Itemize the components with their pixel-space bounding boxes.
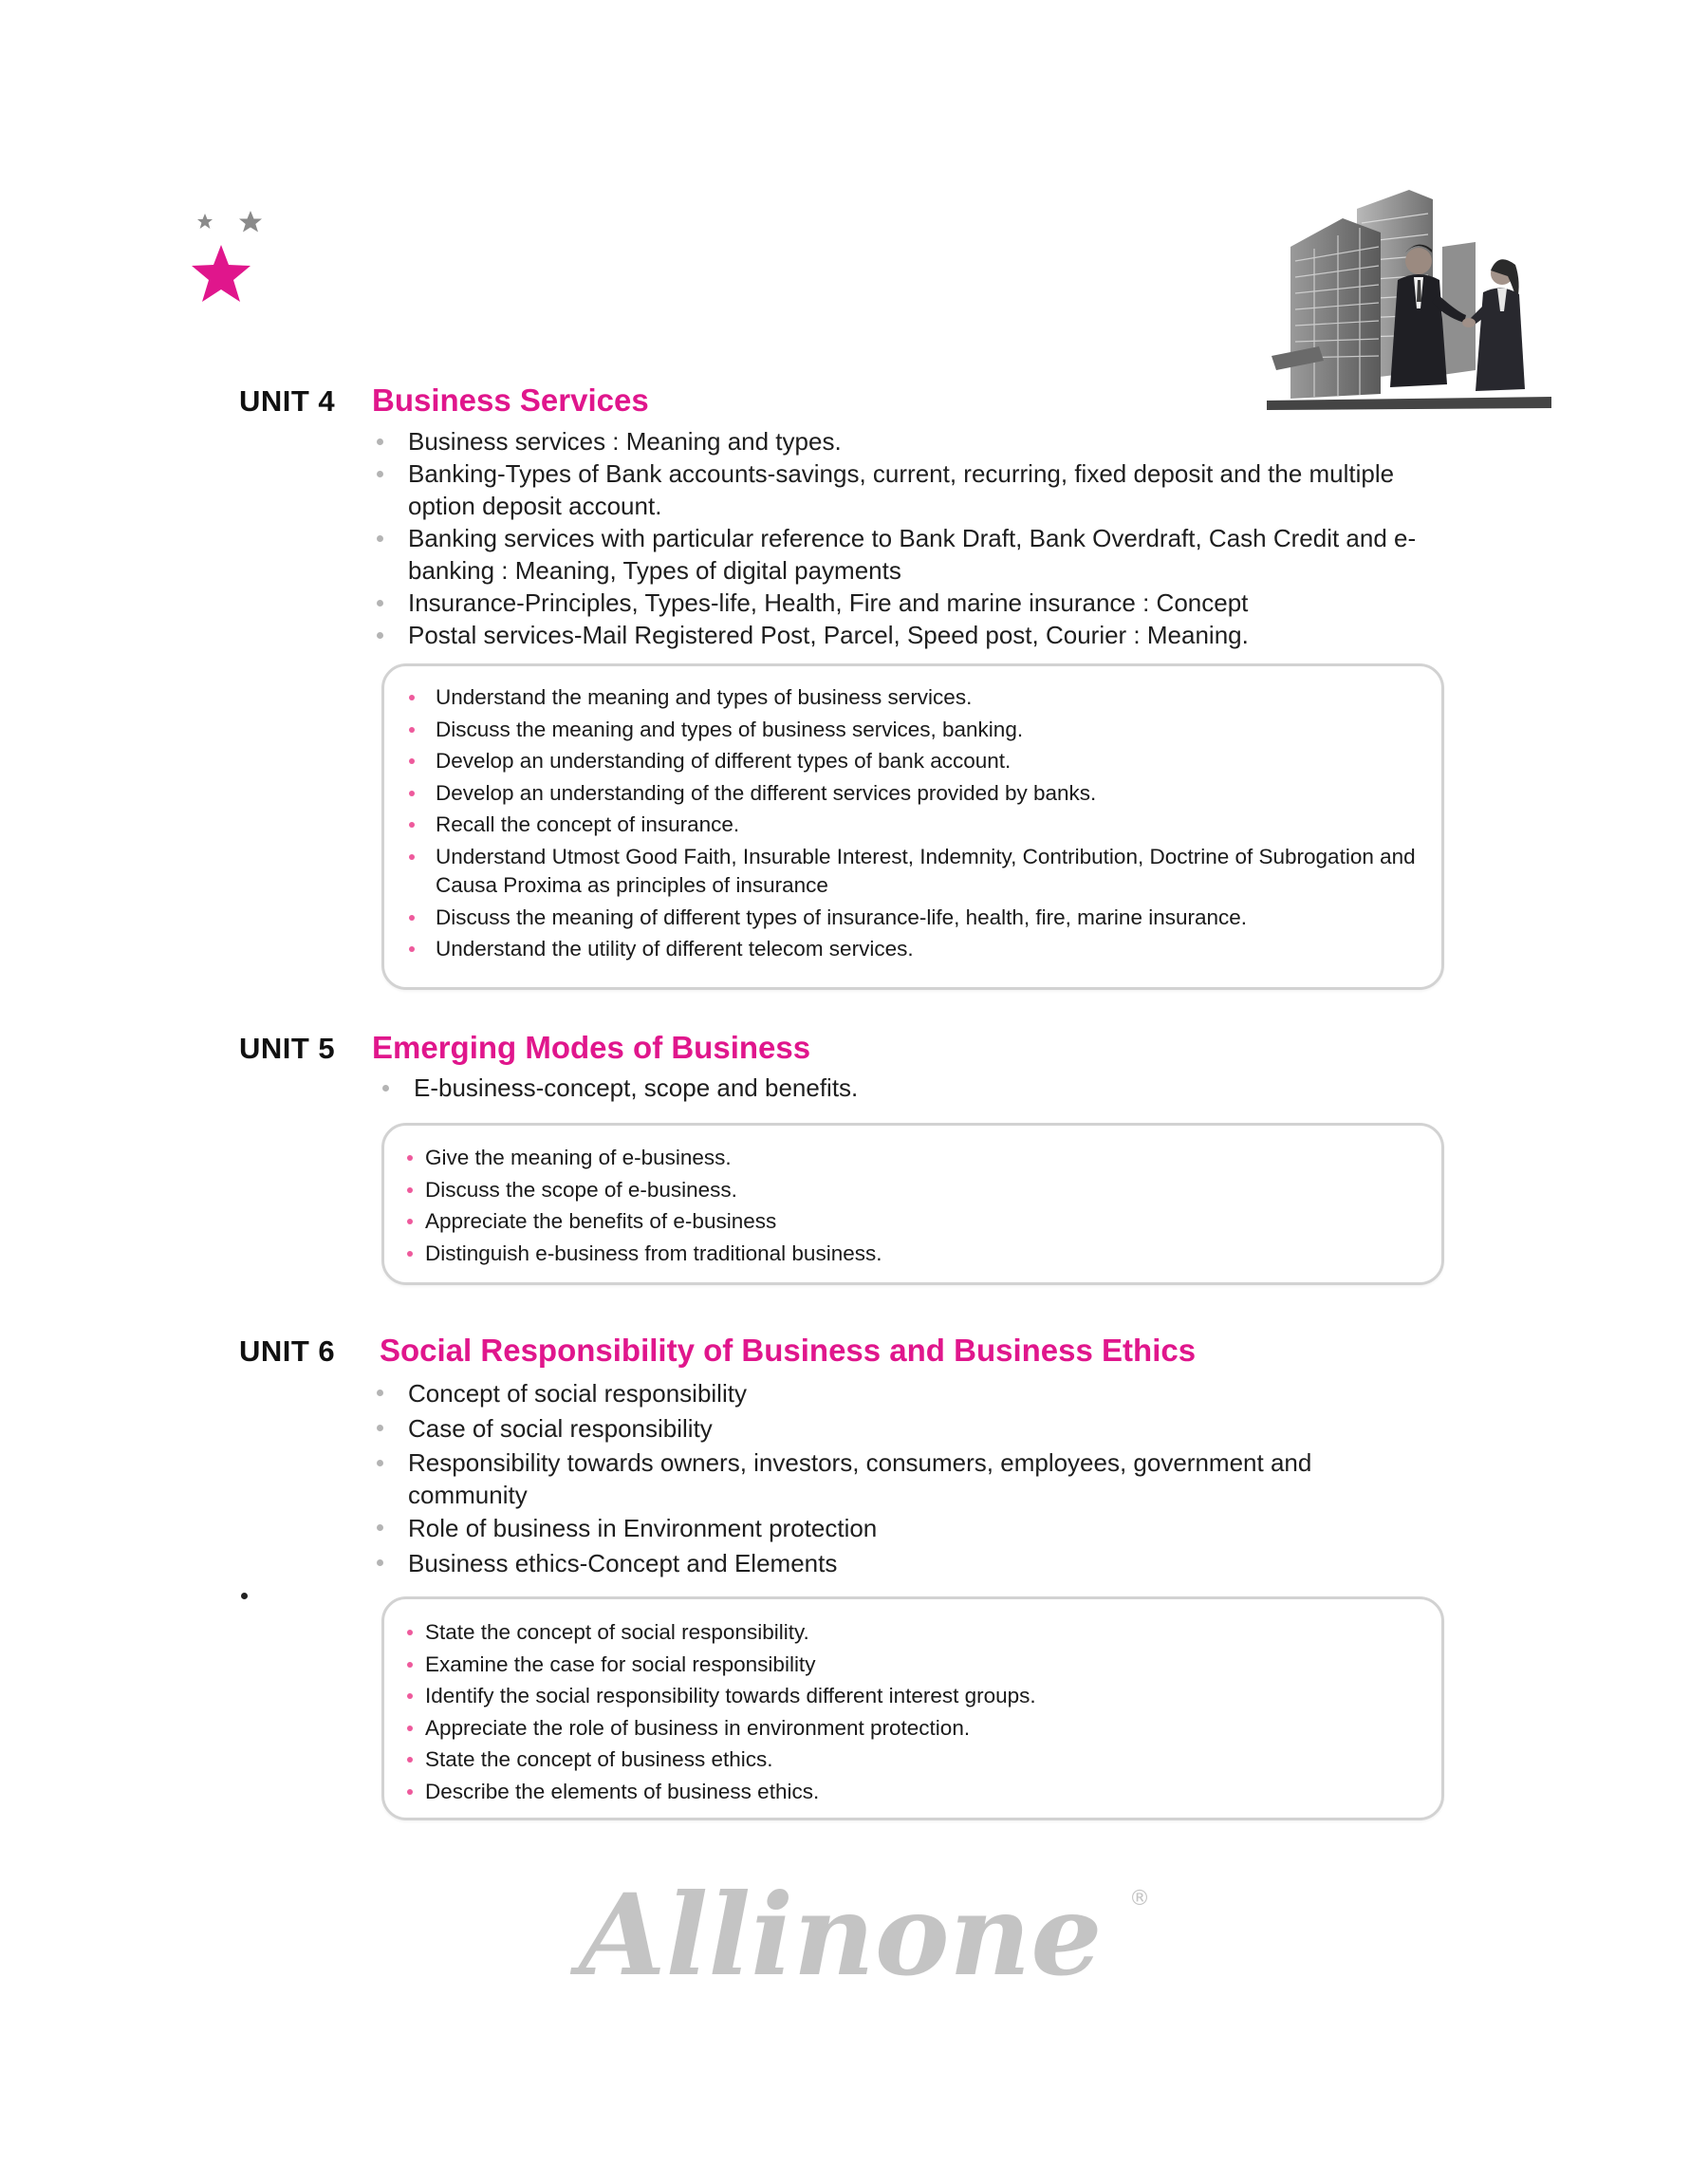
unit-4-objectives-box (381, 663, 1444, 990)
list-item: Understand Utmost Good Faith, Insurable Interest, Indemnity, Contribution, Doctrine of Subrogation and Causa Proxima as principles of insurance (407, 841, 1441, 902)
list-item: Concept of social responsibility (377, 1376, 1354, 1411)
list-item: Describe the elements of business ethics. (405, 1776, 1441, 1808)
list-item: Banking-Types of Bank accounts-savings, current, recurring, fixed deposit and the multiple option deposit account. (377, 457, 1449, 522)
list-item: Appreciate the role of business in environment protection. (405, 1712, 1441, 1745)
list-item: State the concept of social responsibility. (405, 1616, 1441, 1649)
list-item: Understand the meaning and types of business services. (407, 681, 1441, 714)
registered-mark: ® (1129, 1887, 1150, 1911)
unit-6-label: UNIT 6 (239, 1334, 336, 1368)
small-star-icon (197, 214, 213, 229)
unit-5-topic-list (382, 1072, 1426, 1104)
unit-4-title: Business Services (372, 382, 649, 418)
list-item: Discuss the scope of e-business. (405, 1174, 1441, 1206)
list-item: Discuss the meaning and types of business services, banking. (407, 714, 1441, 746)
business-handshake-building-image (1267, 190, 1551, 413)
unit-6-objectives-list (405, 1616, 1441, 1807)
allinone-logo (569, 1856, 1158, 2007)
allinone-logo-text: Allinone (579, 1869, 1103, 2001)
unit-6-title: Social Responsibility of Business and Business Ethics (380, 1333, 1197, 1368)
list-item: Business services : Meaning and types. (377, 425, 1449, 457)
list-item: Identify the social responsibility towards different interest groups. (405, 1680, 1441, 1712)
medium-star-icon (239, 211, 262, 233)
stars-icon (190, 209, 285, 313)
list-item: Business ethics-Concept and Elements (377, 1546, 1354, 1581)
stray-bullet-dot (241, 1593, 248, 1599)
list-item: Distinguish e-business from traditional business. (405, 1238, 1441, 1270)
unit-6-objectives-box (381, 1596, 1444, 1820)
list-item: Discuss the meaning of different types of insurance-life, health, fire, marine insurance. (407, 902, 1441, 934)
unit-6-topic-list (377, 1376, 1354, 1581)
large-star-icon (192, 245, 251, 302)
list-item: Develop an understanding of the different services provided by banks. (407, 777, 1441, 810)
list-item: Case of social responsibility (377, 1411, 1354, 1446)
list-item: State the concept of business ethics. (405, 1744, 1441, 1776)
unit-4-label: UNIT 4 (239, 384, 336, 418)
list-item: Banking services with particular reference to Bank Draft, Bank Overdraft, Cash Credit and e-banking : Meaning, Types of digital payments (377, 522, 1449, 587)
list-item: Appreciate the benefits of e-business (405, 1205, 1441, 1238)
unit-5-title: Emerging Modes of Business (372, 1030, 811, 1065)
list-item: Examine the case for social responsibility (405, 1649, 1441, 1681)
list-item: Give the meaning of e-business. (405, 1142, 1441, 1174)
list-item: Recall the concept of insurance. (407, 809, 1441, 841)
list-item: Role of business in Environment protection (377, 1511, 1354, 1546)
list-item: Postal services-Mail Registered Post, Parcel, Speed post, Courier : Meaning. (377, 619, 1449, 651)
list-item: Develop an understanding of different types of bank account. (407, 745, 1441, 777)
list-item: E-business-concept, scope and benefits. (382, 1072, 1426, 1104)
unit-4-objectives-list (407, 681, 1441, 965)
list-item: Understand the utility of different telecom services. (407, 933, 1441, 965)
list-item: Insurance-Principles, Types-life, Health, Fire and marine insurance : Concept (377, 587, 1449, 619)
unit-5-objectives-list (405, 1142, 1441, 1269)
unit-4-topic-list (377, 425, 1449, 651)
unit-5-objectives-box (381, 1123, 1444, 1285)
list-item: Responsibility towards owners, investors, consumers, employees, government and community (377, 1446, 1354, 1511)
unit-5-label: UNIT 5 (239, 1032, 336, 1065)
businesswoman-figure (1468, 259, 1525, 391)
